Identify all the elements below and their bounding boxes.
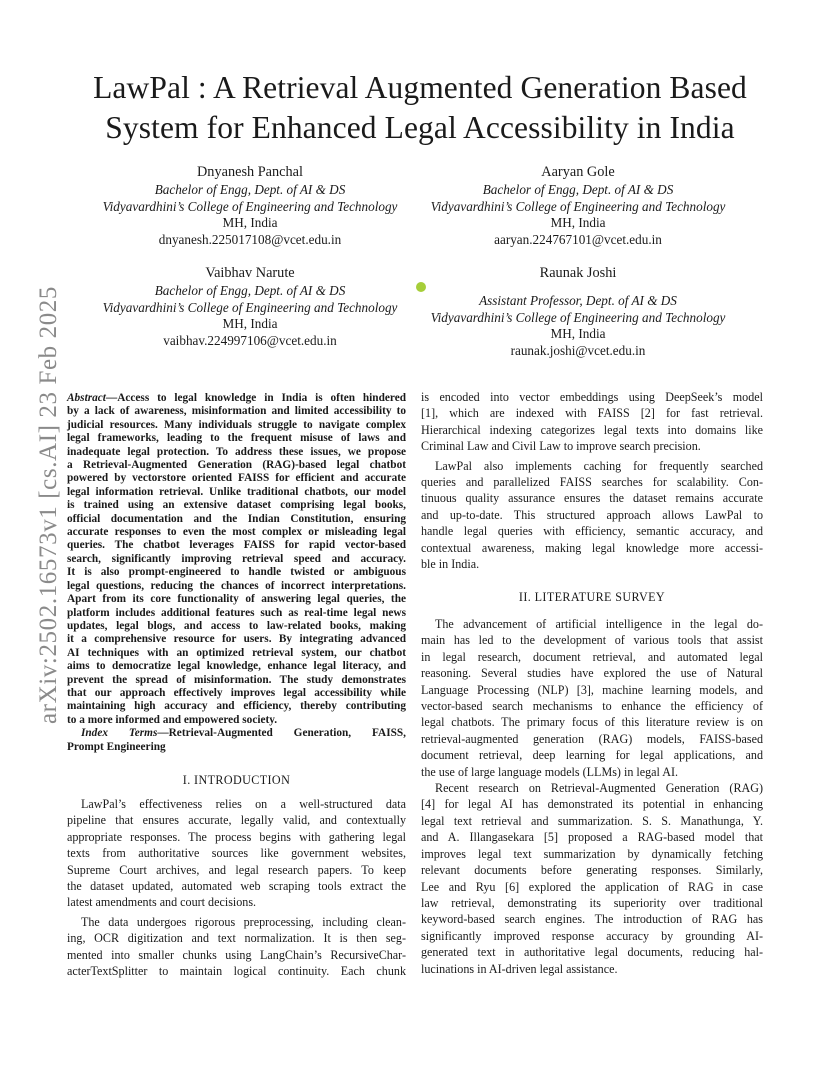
- author-block: [413, 164, 743, 249]
- text-line: handle legal queries with efficiency, semantic accuracy, and: [421, 524, 763, 539]
- text-line: [4] for legal AI has demonstrated its potential in enhancing: [421, 797, 763, 812]
- text-line: The data undergoes rigorous preprocessing, including clean-: [81, 914, 406, 929]
- index-terms: [67, 727, 406, 740]
- author-college: Vidyavardhini’s College of Engineering and Technology: [430, 198, 726, 214]
- author-role: Bachelor of Engg, Dept. of AI & DS: [482, 181, 674, 197]
- text-line: appropriate responses. The process begins with gathering legal: [67, 829, 406, 844]
- index-terms-label: Index Terms: [81, 727, 158, 740]
- text-line: significantly improved response accuracy by grounding AI-: [421, 928, 763, 943]
- abstract-line: maintaining high accuracy and efficiency, thereby contributing: [67, 700, 406, 713]
- author-email: vaibhav.224997106@vcet.edu.in: [163, 333, 337, 349]
- text-line: reasoning. Several studies have explored the use of Natural: [421, 666, 763, 681]
- paper-title: [40, 68, 800, 148]
- text-line: keyword-based search engines. The introduction of RAG has: [421, 912, 763, 927]
- abstract-line: aims to democratize legal knowledge, enhance legal literacy, and: [67, 660, 406, 673]
- text-line: Criminal Law and Civil Law to improve search precision.: [421, 439, 701, 454]
- text-line: LawPal’s effectiveness relies on a well-structured data: [81, 797, 406, 811]
- abstract-line: official documentation and the Indian Constitution, ensuring: [67, 512, 406, 525]
- text-line: ing, OCR digitization and text normalization. It is then seg-: [67, 931, 406, 946]
- intro-right-column: [421, 389, 763, 572]
- author-block: [413, 265, 743, 360]
- text-line: tinuous quality assurance ensures the dataset remains accurate: [421, 491, 763, 506]
- abstract-line: legal information retrieval. Unlike traditional chatbots, our model: [67, 485, 406, 498]
- text-line: and A. Illangasekara [5] proposed a RAG-based model that: [421, 830, 763, 845]
- abstract-line: [67, 392, 406, 405]
- abstract-first: —Access to legal knowledge in India is often hindered: [105, 392, 406, 404]
- author-block: [85, 164, 415, 249]
- author-email: aaryan.224767101@vcet.edu.in: [494, 232, 662, 248]
- text-line: ble in India.: [421, 557, 480, 572]
- text-line: the dataset updated, automated web scraping tools extract the: [67, 879, 406, 894]
- section-heading-literature-survey: II. LITERATURE SURVEY: [518, 590, 666, 604]
- abstract-line: prevent the spread of misinformation. The study demonstrates: [67, 673, 406, 686]
- abstract-line: platform includes additional features such as real-time legal news: [67, 606, 406, 619]
- text-line: pipeline that ensures accurate, legally valid, and contextually: [67, 813, 406, 828]
- text-line: improves legal text summarization by dynamically fetching: [421, 846, 763, 861]
- abstract-line: to a more informed and empowered society.: [67, 713, 278, 726]
- author-name: Raunak Joshi: [539, 265, 617, 281]
- text-line: queries and parallelized FAISS searches for scalability. Con-: [421, 475, 763, 490]
- text-line: Hierarchical indexing categorizes legal texts into domains like: [421, 422, 763, 437]
- title-line: System for Enhanced Legal Accessibility in India: [105, 110, 735, 145]
- author-location: MH, India: [222, 316, 278, 332]
- text-line: relevant documents before generating responses. Similarly,: [421, 863, 763, 878]
- text-line: Language Processing (NLP) [3], machine learning models, and: [421, 682, 763, 697]
- abstract-line: is trained using an extensive dataset comprising legal books,: [67, 499, 406, 512]
- index-terms-line: Prompt Engineering: [67, 740, 166, 753]
- text-line: texts from authoritative sources like government websites,: [67, 846, 406, 861]
- author-name: Aaryan Gole: [541, 164, 615, 180]
- abstract: [67, 392, 406, 754]
- section-heading-introduction: I. INTRODUCTION: [182, 773, 291, 787]
- abstract-line: a Retrieval-Augmented Generation (RAG)-based legal chatbot: [67, 459, 406, 472]
- abstract-line: powered by vectorstore oriented FAISS for efficient and accurate: [67, 472, 406, 485]
- text-line: legal chatbots. The primary focus of this literature review is on: [421, 715, 763, 730]
- text-line: Recent research on Retrieval-Augmented Generation (RAG): [435, 781, 763, 796]
- author-name: Vaibhav Narute: [205, 265, 295, 281]
- author-email: dnyanesh.225017108@vcet.edu.in: [158, 232, 342, 248]
- text-line: Lee and Ryu [6] explored the application of RAG in case: [421, 879, 763, 894]
- text-line: contextual awareness, making legal knowledge more accessi-: [421, 540, 763, 555]
- index-terms-text: —Retrieval-Augmented Generation, FAISS,: [157, 727, 406, 740]
- text-line: vector-based search mechanisms to enhance the efficiency of: [421, 699, 763, 714]
- text-line: latest amendments and court decisions.: [67, 895, 257, 910]
- text-line: legal text retrieval and summarization. S. S. Manathunga, Y.: [421, 813, 763, 828]
- text-line: is encoded into vector embeddings using DeepSeek’s model: [421, 390, 763, 404]
- abstract-line: It is also prompt-engineered to handle twisted or ambiguous: [67, 566, 406, 579]
- author-email: raunak.joshi@vcet.edu.in: [510, 343, 646, 359]
- text-line: Supreme Court archives, and legal research papers. To keep: [67, 862, 406, 877]
- text-line: retrieval-augmented generation (RAG) models, FAISS-based: [421, 731, 763, 746]
- orcid-icon[interactable]: [416, 282, 426, 292]
- text-line: LawPal also implements caching for frequently searched: [435, 458, 763, 473]
- text-line: mented into smaller chunks using LangChain’s RecursiveChar-: [67, 947, 406, 962]
- arxiv-stamp: arXiv:2502.16573v1 [cs.AI] 23 Feb 2025: [35, 285, 62, 725]
- author-name: Dnyanesh Panchal: [196, 164, 303, 180]
- author-location: MH, India: [550, 215, 606, 231]
- abstract-line: queries. The chatbot leverages FAISS for rapid vector-based: [67, 539, 406, 552]
- abstract-line: inadequate legal protection. To address these issues, we propose: [67, 445, 406, 458]
- abstract-line: legal frameworks, leading to the frequent misuse of laws and: [67, 432, 406, 445]
- text-line: lucinations in AI-driven legal assistance.: [421, 961, 618, 976]
- abstract-line: by a lack of awareness, misinformation and limited accessibility to: [67, 405, 406, 418]
- text-line: and up-to-date. This structured approach allows LawPal to: [421, 507, 763, 522]
- text-line: acterTextSplitter to maintain logical continuity. Each chunk: [67, 964, 406, 979]
- title-line: LawPal : A Retrieval Augmented Generation Based: [93, 70, 747, 105]
- author-role: Bachelor of Engg, Dept. of AI & DS: [154, 181, 346, 197]
- abstract-line: accurate responses to even the most complex or misleading legal: [67, 526, 406, 539]
- abstract-line: legal questions, reducing the chances of incorrect interpretations.: [67, 579, 406, 592]
- intro-left-column: [67, 796, 406, 979]
- author-role: Assistant Professor, Dept. of AI & DS: [479, 292, 677, 308]
- author-block: [85, 265, 415, 350]
- text-line: document retrieval, deep learning for legal applications, and: [421, 748, 763, 763]
- text-line: The advancement of artificial intelligence in the legal do-: [435, 617, 763, 631]
- survey-column: [421, 616, 763, 977]
- abstract-line: that our approach effectively improves legal accessibility while: [67, 686, 406, 699]
- author-location: MH, India: [550, 326, 606, 342]
- author-college: Vidyavardhini’s College of Engineering and Technology: [102, 299, 398, 315]
- abstract-line: search, significantly improving retrieval speed and accuracy.: [67, 552, 406, 565]
- author-college: Vidyavardhini’s College of Engineering and Technology: [102, 198, 398, 214]
- author-location: MH, India: [222, 215, 278, 231]
- author-college: Vidyavardhini’s College of Engineering and Technology: [430, 309, 726, 325]
- abstract-lead: Abstract: [67, 392, 106, 404]
- author-role: Bachelor of Engg, Dept. of AI & DS: [154, 282, 346, 298]
- text-line: generated text in authoritative legal documents, reducing hal-: [421, 945, 763, 960]
- abstract-line: AI techniques with an optimized retrieval system, our chatbot: [67, 646, 406, 659]
- abstract-line: updates, legal blogs, and access to law-related books, making: [67, 619, 406, 632]
- text-line: in legal research, document retrieval, and automated legal: [421, 649, 763, 664]
- text-line: main has led to the development of various tools that assist: [421, 633, 763, 648]
- text-line: law retrieval, demonstrating its superiority over traditional: [421, 895, 763, 910]
- abstract-line: it a comprehensive resource for users. By integrating advanced: [67, 633, 406, 646]
- abstract-line: Apart from its core functionality of answering legal queries, the: [67, 593, 406, 606]
- text-line: the use of large language models (LLMs) in legal AI.: [421, 764, 679, 779]
- text-line: [1], which are indexed with FAISS [2] for fast retrieval.: [421, 406, 763, 421]
- abstract-line: judicial resources. Many individuals struggle to navigate complex: [67, 418, 406, 431]
